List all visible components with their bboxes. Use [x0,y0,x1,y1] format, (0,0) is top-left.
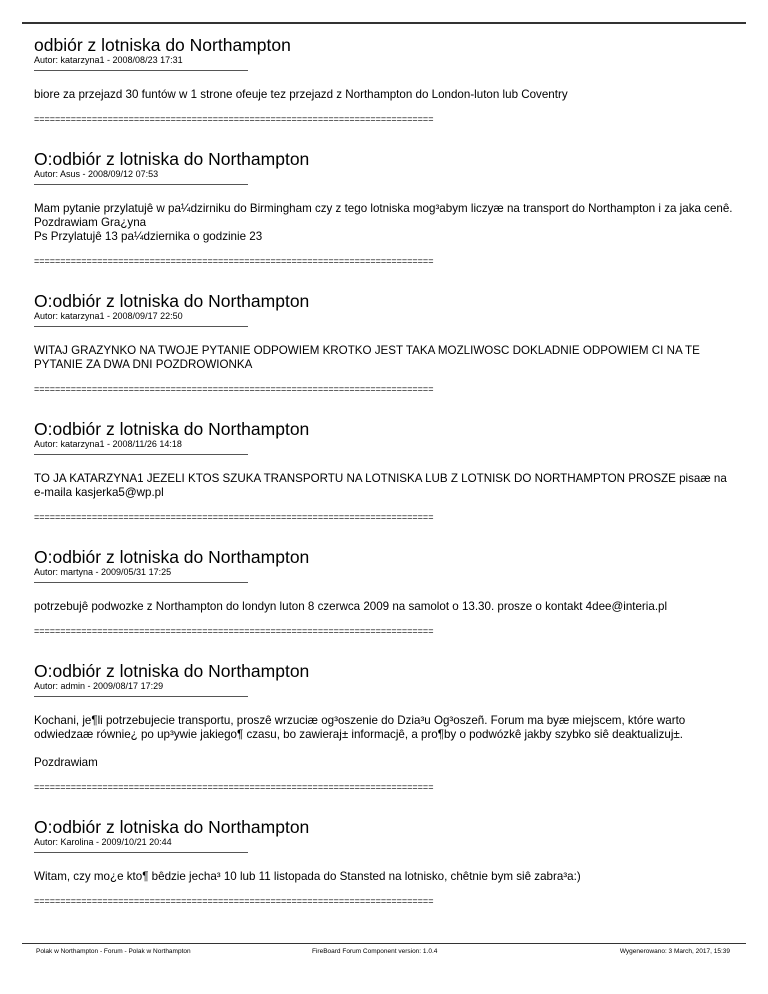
meta-divider [34,184,248,185]
post-body [34,870,734,884]
post-author-meta: Autor: Karolina - 2009/10/21 20:44 [34,837,172,847]
post-separator: ============================================================================ [34,896,434,906]
footer-generated-date: Wygenerowano: 3 March, 2017, 15:39 [619,948,730,955]
post-author-meta: Autor: katarzyna1 - 2008/09/17 22:50 [34,311,183,321]
post-paragraph: potrzebujê podwozke z Northampton do londyn luton 8 czerwca 2009 na samolot o 13.30. prosze o kontakt 4dee@interia.pl [34,600,668,613]
post-author-meta: Autor: martyna - 2009/05/31 17:25 [34,567,172,577]
post-title: O:odbiór z lotniska do Northampton [34,817,310,837]
post-title: O:odbiór z lotniska do Northampton [34,661,310,681]
footer-component-version: FireBoard Forum Component version: 1.0.4 [312,948,438,955]
post-separator: ============================================================================ [34,256,434,266]
post-author-meta: Autor: Asus - 2008/09/12 07:53 [34,169,159,179]
forum-post [34,662,734,792]
post-paragraph: biore za przejazd 30 funtów w 1 strone ofeuje tez przejazd z Northampton do London-luton lub Coventry [34,88,568,101]
forum-post [34,150,734,266]
post-paragraph: Pozdrawiam [34,756,98,769]
post-separator: ============================================================================ [34,384,434,394]
post-paragraph: TO JA KATARZYNA1 JEZELI KTOS SZUKA TRANSPORTU NA LOTNISKA LUB Z LOTNISK DO NORTHAMPTON PROSZE pisaæ na e-maila kasjerka5@wp.pl [34,472,727,499]
post-title: odbiór z lotniska do Northampton [34,35,291,55]
meta-divider [34,454,248,455]
footer-rule [22,943,746,944]
post-paragraph: Kochani, je¶li potrzebujecie transportu, proszê wrzuciæ og³oszenie do Dzia³u Og³oszeñ. Forum ma byæ miejscem, które warto odwiedzaæ równie¿ po up³ywie jakiego¶ czasu, bo zawieraj± informacjê, a pro¶by o podwózkê jakby szybko siê deaktualizuj±. [34,714,686,741]
post-separator: ============================================================================ [34,626,434,636]
post-author-meta: Autor: katarzyna1 - 2008/08/23 17:31 [34,55,183,65]
post-paragraph: Mam pytanie przylatujê w pa¼dzirniku do Birmingham czy z tego lotniska mog³abym liczyæ na transport do Northampton i za jaka cenê. Pozdrawiam Gra¿yna Ps Przylatujê 13 pa¼dziernika o godzinie 23 [34,202,733,243]
post-paragraph: Witam, czy mo¿e kto¶ bêdzie jecha³ 10 lub 11 listopada do Stansted na lotnisko, chêtnie bym siê zabra³a:) [34,870,581,883]
meta-divider [34,326,248,327]
meta-divider [34,852,248,853]
forum-post [34,818,734,906]
post-body [34,344,734,372]
post-author-meta: Autor: admin - 2009/08/17 17:29 [34,681,164,691]
post-body [34,88,734,102]
post-author-meta: Autor: katarzyna1 - 2008/11/26 14:18 [34,439,182,449]
post-title: O:odbiór z lotniska do Northampton [34,291,310,311]
post-title: O:odbiór z lotniska do Northampton [34,419,310,439]
meta-divider [34,582,248,583]
post-body [34,202,734,244]
post-body [34,714,734,770]
post-separator: ============================================================================ [34,512,434,522]
meta-divider [34,696,248,697]
post-title: O:odbiór z lotniska do Northampton [34,149,310,169]
post-paragraph: WITAJ GRAZYNKO NA TWOJE PYTANIE ODPOWIEM KROTKO JEST TAKA MOZLIWOSC DOKLADNIE ODPOWIEM CI NA TE PYTANIE ZA DWA DNI POZDROWIONKA [34,344,700,371]
post-list [34,36,734,932]
forum-post [34,292,734,394]
post-separator: ============================================================================ [34,782,434,792]
meta-divider [34,70,248,71]
post-separator: ============================================================================ [34,114,434,124]
forum-post [34,548,734,636]
footer-site-name: Polak w Northampton - Forum - Polak w Northampton [36,948,191,955]
top-rule [22,22,746,24]
post-body [34,600,734,614]
forum-post [34,420,734,522]
post-title: O:odbiór z lotniska do Northampton [34,547,310,567]
forum-post [34,36,734,124]
post-body [34,472,734,500]
